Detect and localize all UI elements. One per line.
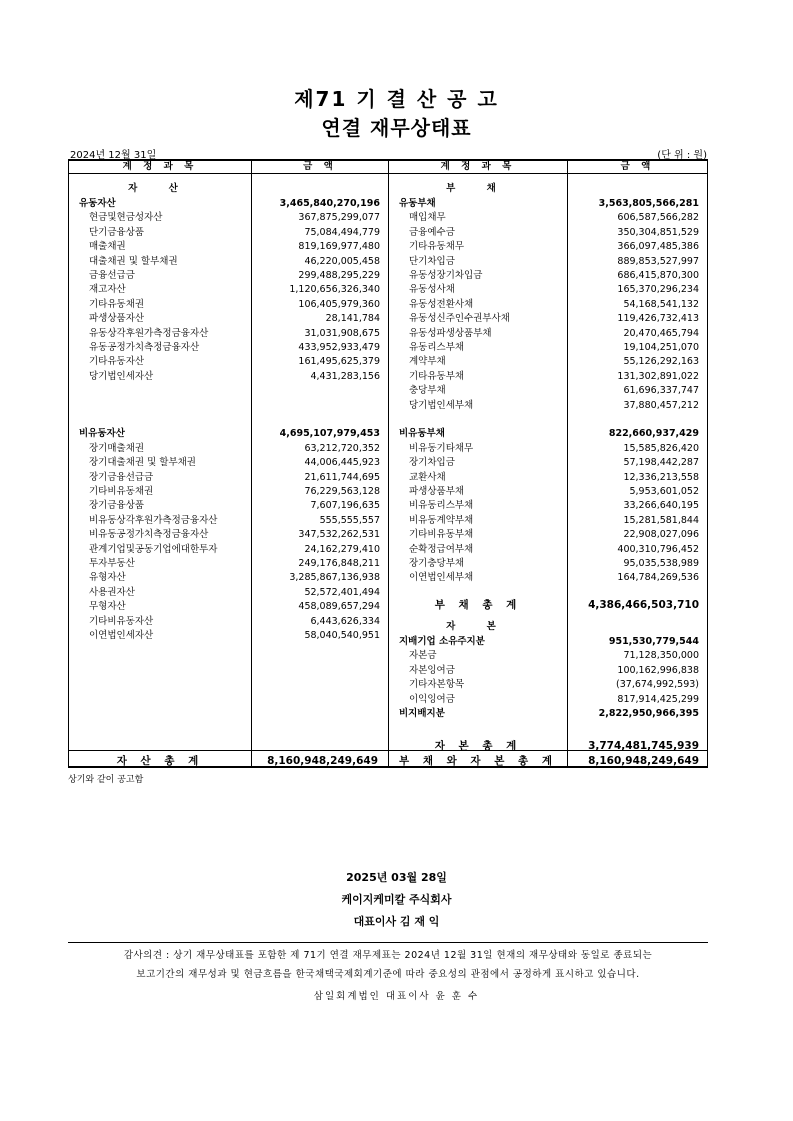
liability-row-label: 순확정급여부채 [409,543,474,555]
asset-row-label: 단기금융상품 [89,226,145,238]
liability-row-amount: 57,198,442,287 [623,457,699,469]
liability-row-label: 기타비유동부채 [409,529,474,541]
equity-row-label: 비지배지분 [399,708,445,719]
liability-row-amount: 131,302,891,022 [617,370,699,382]
total-liab-equity-label: 부 채 와 자 본 총 계 [399,755,557,767]
asset-row-amount: 4,695,107,979,453 [279,428,380,440]
liability-row-amount: 15,585,826,420 [623,442,699,454]
asset-row-label: 장기대출채권 및 할부채권 [89,457,196,469]
liability-row-label: 이연법인세부채 [409,572,474,584]
liability-row-amount: 119,426,732,413 [617,313,699,325]
liability-row-label: 유동리스부채 [409,342,465,353]
liability-row-amount: 20,470,465,794 [623,327,699,339]
divider [68,942,708,943]
asset-row-amount: 4,431,283,156 [310,370,380,382]
asset-row-amount: 367,875,299,077 [298,212,380,224]
liability-row-label: 유동성신주인수권부사채 [409,313,510,325]
liability-row-label: 유동성전환사채 [409,298,474,310]
liability-row-amount: 5,953,601,052 [629,486,699,497]
liability-row-amount: 37,880,457,212 [623,399,699,411]
header-amount-right: 금 액 [620,161,655,172]
header-amount-left: 금 액 [303,161,337,172]
asset-row-amount: 458,089,657,294 [298,601,380,613]
liability-row-label: 기타유동부채 [409,370,465,382]
asset-row-amount: 433,952,933,479 [298,342,380,353]
unit-label: (단 위 : 원) [657,150,707,161]
total-liabilities-label: 부 채 총 계 [434,599,522,611]
asset-row-amount: 1,120,656,326,340 [289,284,380,296]
header-account-right: 계 정 과 목 [440,161,516,172]
liability-row-amount: 889,853,527,997 [617,255,699,267]
liability-row-label: 장기차입금 [409,457,455,469]
asset-row-label: 장기금융선급금 [89,471,154,483]
liability-row-amount: 350,304,851,529 [617,226,699,238]
total-liabilities-amount: 4,386,466,503,710 [588,599,699,611]
liability-row-label: 유동부채 [399,198,436,209]
total-liab-equity-amount: 8,160,948,249,649 [588,755,699,767]
asset-row-amount: 46,220,005,458 [304,255,380,267]
liability-row-amount: 15,281,581,844 [623,514,699,526]
asset-row-amount: 249,176,848,211 [298,558,380,569]
equity-row-label: 자본잉여금 [409,664,455,676]
liability-row-label: 파생상품부채 [409,486,465,497]
asset-row-amount: 106,405,979,360 [298,298,380,310]
total-assets-label: 자 산 총 계 [116,755,204,767]
report-date: 2024년 12월 31일 [70,150,157,161]
liability-row-amount: 12,336,213,558 [623,471,699,483]
liability-row-label: 기타유동채무 [409,241,465,253]
asset-row-label: 유동자산 [79,198,116,209]
asset-row-amount: 24,162,279,410 [304,543,380,555]
asset-row-label: 금융선급금 [89,270,135,281]
asset-row-label: 장기금융상품 [89,500,145,512]
liability-row-label: 당기법인세부채 [409,399,474,411]
liability-row-label: 교환사채 [409,471,446,483]
balance-sheet-table [68,159,708,768]
audit-opinion-line2: 보고기간의 재무성과 및 현금흐름을 한국채택국제회계기준에 따라 중요성의 관점에서 공정하게 표시하고 있습니다. [136,969,640,980]
asset-row-label: 매출채권 [89,241,126,253]
asset-row-label: 비유동자산 [79,428,125,440]
liability-row-amount: 95,035,538,989 [623,558,699,569]
statement-title: 연결 재무상태표 [321,116,472,140]
liability-row-amount: 61,696,337,747 [623,385,699,397]
equity-row-amount: 951,530,779,544 [608,636,699,647]
notice-note: 상기와 같이 공고함 [68,775,144,785]
asset-row-amount: 3,285,867,136,938 [289,572,380,584]
liability-row-label: 계약부채 [409,356,446,368]
equity-row-label: 이익잉여금 [409,693,455,705]
asset-row-label: 비유동공정가치측정금융자산 [89,529,209,541]
asset-row-amount: 63,212,720,352 [304,442,380,454]
asset-row-label: 비유동상각후원가측정금융자산 [89,514,218,526]
liability-row-amount: 55,126,292,163 [623,356,699,368]
asset-row-label: 사용권자산 [89,586,135,598]
asset-row-amount: 3,465,840,270,196 [279,198,380,209]
equity-row-label: 기타자본항목 [409,679,465,691]
auditor-signer: 삼일회계법인 대표이사 윤 훈 수 [313,991,480,1002]
liability-row-label: 금융예수금 [409,226,455,238]
asset-row-label: 당기법인세자산 [89,370,154,382]
section-liabilities: 부 채 [446,183,510,194]
footer-company: 케이지케미칼 주식회사 [341,893,452,906]
section-assets: 자 산 [128,183,192,194]
asset-row-amount: 299,488,295,229 [298,270,380,281]
asset-row-label: 기타비유동자산 [89,615,154,627]
equity-row-amount: (37,674,992,593) [616,679,699,691]
asset-row-label: 관계기업및공동기업에대한투자 [89,543,218,555]
liability-row-amount: 22,908,027,096 [623,529,699,541]
liability-row-label: 비유동리스부채 [409,500,474,512]
equity-row-amount: 817,914,425,299 [617,693,699,705]
asset-row-amount: 7,607,196,635 [310,500,380,512]
asset-row-label: 장기매출채권 [89,442,145,454]
liability-row-label: 유동성장기차입금 [409,270,483,281]
asset-row-amount: 76,229,563,128 [304,486,380,497]
asset-row-label: 투자부동산 [89,558,135,569]
liability-row-label: 유동성사채 [409,284,455,296]
equity-row-amount: 71,128,350,000 [623,650,699,662]
equity-row-label: 자본금 [409,650,437,662]
liability-row-label: 유동성파생상품부채 [409,327,492,339]
asset-row-amount: 161,495,625,379 [298,356,380,368]
asset-row-amount: 819,169,977,480 [298,241,380,253]
liability-row-amount: 19,104,251,070 [623,342,699,353]
asset-row-label: 유동공정가치측정금융자산 [89,342,200,353]
footer-ceo: 대표이사 김 재 익 [353,915,440,928]
asset-row-label: 현금및현금성자산 [89,212,163,224]
asset-row-amount: 6,443,626,334 [310,615,380,627]
asset-row-label: 대출채권 및 할부채권 [89,255,178,267]
asset-row-label: 이연법인세자산 [89,630,154,641]
liability-row-amount: 366,097,485,386 [617,241,699,253]
liability-row-amount: 3,563,805,566,281 [598,198,699,209]
asset-row-amount: 28,141,784 [325,313,380,325]
asset-row-label: 파생상품자산 [89,313,145,325]
notice-title: 제71 기 결 산 공 고 [294,87,499,111]
asset-row-amount: 58,040,540,951 [304,630,380,641]
liability-row-label: 장기충당부채 [409,558,465,569]
liability-row-label: 비유동기타채무 [409,442,474,454]
asset-row-amount: 31,031,908,675 [304,327,380,339]
liability-row-amount: 164,784,269,536 [617,572,699,584]
equity-row-amount: 100,162,996,838 [617,664,699,676]
asset-row-amount: 44,006,445,923 [304,457,380,469]
liability-row-label: 충당부채 [409,385,446,397]
asset-row-amount: 555,555,557 [319,514,380,526]
liability-row-amount: 606,587,566,282 [617,212,699,224]
asset-row-label: 재고자산 [89,284,126,296]
liability-row-amount: 686,415,870,300 [617,270,699,281]
liability-row-amount: 54,168,541,132 [623,298,699,310]
section-equity: 자 본 [446,621,510,632]
asset-row-label: 유형자산 [89,572,126,584]
asset-row-label: 무형자산 [89,601,126,613]
asset-row-label: 기타유동자산 [89,356,145,368]
liability-row-amount: 165,370,296,234 [617,284,699,296]
asset-row-label: 기타유동채권 [89,298,145,310]
asset-row-amount: 75,084,494,779 [304,226,380,238]
liability-row-amount: 33,266,640,195 [623,500,699,512]
asset-row-label: 기타비유동채권 [89,486,154,497]
header-account-left: 계 정 과 목 [122,161,198,172]
equity-row-label: 지배기업 소유주지분 [399,636,485,647]
liability-row-label: 비유동부채 [399,428,445,440]
liability-row-label: 비유동계약부채 [409,514,474,526]
liability-row-amount: 400,310,796,452 [617,543,699,555]
liability-row-amount: 822,660,937,429 [608,428,699,440]
equity-row-amount: 2,822,950,966,395 [598,708,699,719]
liability-row-label: 매입채무 [409,212,446,224]
asset-row-amount: 347,532,262,531 [298,529,380,541]
total-assets-amount: 8,160,948,249,649 [267,755,378,767]
asset-row-amount: 21,611,744,695 [304,471,380,483]
footer-date: 2025년 03월 28일 [346,871,447,884]
total-equity-label: 자 본 총 계 [434,740,522,752]
liability-row-label: 단기차입금 [409,255,455,267]
asset-row-amount: 52,572,401,494 [304,586,380,598]
audit-opinion-line1: 감사의견 : 상기 재무상태표를 포함한 제 71기 연결 재무제표는 2024년 12월 31일 현재의 재무상태와 동일로 종료되는 [123,950,653,961]
total-equity-amount: 3,774,481,745,939 [588,740,699,752]
asset-row-label: 유동상각후원가측정금융자산 [89,327,209,339]
